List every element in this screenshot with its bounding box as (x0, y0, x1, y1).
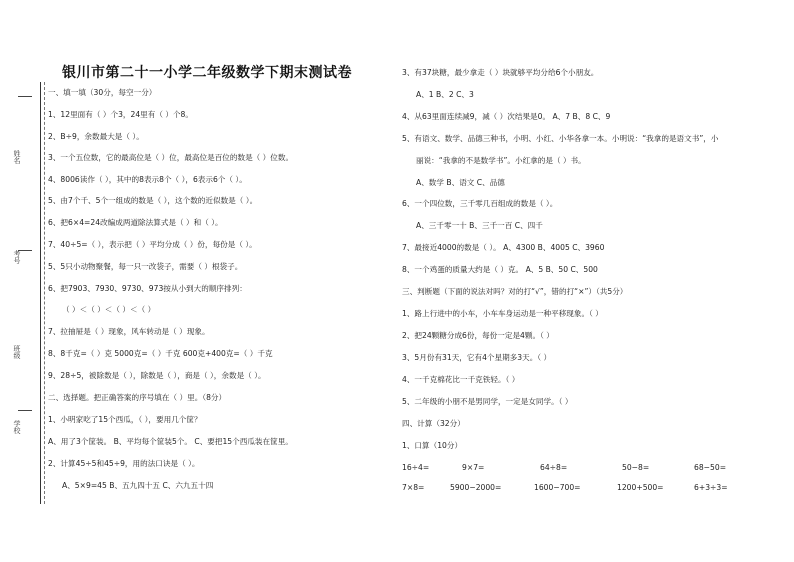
question-line: 2、B÷9，余数最大是（ ）。 (48, 132, 144, 141)
question-line: 5、二年级的小朋不是男同学，一定是女同学。（ ） (402, 397, 573, 406)
calc-item: 16÷4= (402, 463, 430, 472)
binding-dashed-line (44, 82, 45, 504)
section-heading-choice: 二、选择题。把正确答案的序号填在（ ）里。（8分） (48, 393, 227, 402)
binding-school-label: 学校 (13, 420, 21, 434)
calc-item: 6+3÷3= (694, 483, 728, 492)
section-heading-judge: 三、判断题（下面的说法对吗？对的打“√”，错的打“×”）（共5分） (402, 287, 628, 296)
question-line: 1、12里面有（ ）个3，24里有（ ）个8。 (48, 110, 193, 119)
binding-number-label: 考号 (13, 250, 21, 264)
choice-options: A、三千零一十 B、三千一百 C、四千 (416, 221, 543, 230)
question-line: （ ）＜（ ）＜（ ）＜（ ） (62, 305, 156, 314)
question-line: 丽说：“我拿的不是数学书”。小红拿的是（ ）书。 (416, 156, 586, 165)
binding-class-label: 班级 (13, 345, 21, 359)
binding-line (40, 82, 41, 504)
question-line: 8、8千克=（ ）克 5000克=（ ）千克 600克+400克=（ ）千克 (48, 349, 273, 358)
question-line: 6、把6×4=24改编成两道除法算式是（ ）和（ ）。 (48, 218, 223, 227)
question-line: 7、拉抽屉是（ ）现象，风车转动是（ ）现象。 (48, 327, 210, 336)
question-line: 7、40÷5=（ ），表示把（ ）平均分成（ ）份，每份是（ ）。 (48, 240, 257, 249)
question-line: 5、有语文、数学、品德三种书，小明、小红、小华各拿一本。小明说：“我拿的是语文书”，小 (402, 134, 719, 143)
question-line: 5、5只小动物聚餐，每一只一改袋子，需要（ ）根袋子。 (48, 262, 243, 271)
calc-item: 5900−2000= (450, 483, 502, 492)
question-line: 7、最接近4000的数是（ ）。 A、4300 B、4005 C、3960 (402, 243, 605, 252)
choice-options: A、1 B、2 C、3 (416, 90, 474, 99)
question-line: 6、把7903、7930、9730、973按从小到大的顺序排列： (48, 284, 247, 293)
section-heading-fill: 一、填一填（30分，每空一分） (48, 88, 157, 97)
question-line: 3、有37块糖，最少拿走（ ）块就够平均分给6个小朋友。 (402, 68, 599, 77)
question-line: 4、一千克棉花比一千克铁轻。（ ） (402, 375, 520, 384)
section-subheading-oral: 1、口算（10分） (402, 441, 463, 450)
question-line: 3、5月份有31天，它有4个星期多3天。（ ） (402, 353, 552, 362)
question-line: 6、一个四位数，三千零几百组成的数是（ ）。 (402, 199, 558, 208)
question-line: 1、路上行进中的小车，小车车身运动是一种平移现象。（ ） (402, 309, 603, 318)
question-line: 2、计算45÷5和45÷9，用的法口诀是（ ）。 (48, 459, 200, 468)
calc-item: 1600−700= (534, 483, 581, 492)
binding-tick (18, 410, 32, 411)
question-line: 4、8006读作（ ），其中的8表示8个（ ），6表示6个（ ）。 (48, 175, 247, 184)
calc-item: 68−50= (694, 463, 727, 472)
question-line: 1、小明家吃了15个西瓜，（ ），要用几个筐？ (48, 415, 202, 424)
question-line: 4、从63里面连续减9，减（ ）次结果是0。 A、7 B、8 C、9 (402, 112, 611, 121)
binding-name-label: 姓名 (13, 150, 21, 164)
page-title: 银川市第二十一小学二年级数学下期末测试卷 (62, 65, 352, 81)
choice-options: A、用了3个筐装。 B、平均每个筐装5个。 C、要把15个西瓜装在筐里。 (48, 437, 293, 446)
binding-tick (18, 96, 32, 97)
question-line: 2、把24颗糖分成6份，每份一定是4颗。（ ） (402, 331, 554, 340)
question-line: 8、一个鸡蛋的质量大约是（ ）克。 A、5 B、50 C、500 (402, 265, 598, 274)
calc-item: 9×7= (462, 463, 485, 472)
calc-item: 7×8= (402, 483, 425, 492)
choice-options: A、5×9=45 B、五九四十五 C、六九五十四 (62, 481, 214, 490)
question-line: 9、28÷5，被除数是（ ），除数是（ ），商是（ ），余数是（ ）。 (48, 371, 266, 380)
question-line: 3、一个五位数，它的最高位是（ ）位，最高位是百位的数是（ ）位数。 (48, 153, 294, 162)
section-heading-calc: 四、计算（32分） (402, 419, 465, 428)
calc-item: 64÷8= (540, 463, 568, 472)
question-line: 5、由7个千、5个一组成的数是（ ），这个数的近似数是（ ）。 (48, 196, 258, 205)
calc-item: 50−8= (622, 463, 650, 472)
choice-options: A、数学 B、语文 C、品德 (416, 178, 505, 187)
calc-item: 1200+500= (617, 483, 664, 492)
